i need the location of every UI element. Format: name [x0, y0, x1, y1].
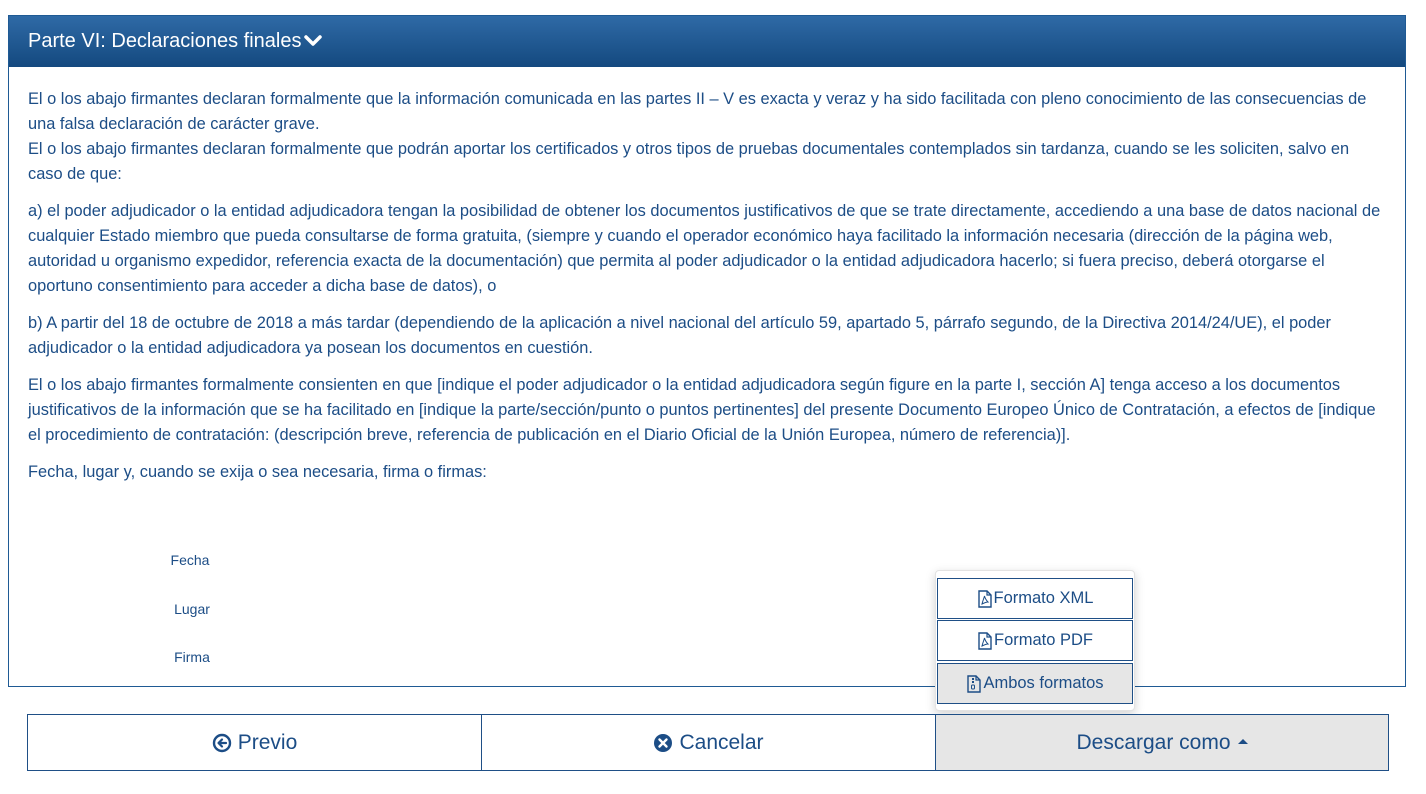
declaration-paragraph: Fecha, lugar y, cuando se exija o sea necesaria, firma o firmas: [28, 463, 487, 481]
download-format-menu [935, 570, 1135, 711]
caret-up-icon [1238, 739, 1248, 744]
menu-item-both[interactable] [937, 663, 1133, 704]
declaration-paragraph: El o los abajo firmantes formalmente consienten en que [indique el poder adjudicador o la entidad adjudicadora según figure en la parte I, sección A] tenga acceso a los documentos justificativos de la información que se ha facilitado en [indique la parte/sección/punto o puntos pertinentes] del presente Documento Europeo Único de Contratación, a efectos de [indique el procedimiento de contratación: (descripción breve, referencia de publicación en el Diario Oficial de la Unión Europea, número de referencia)]. [28, 376, 1376, 444]
download-as-button[interactable] [935, 714, 1389, 771]
download-button-label: Descargar como [1076, 730, 1231, 754]
times-circle-icon [653, 733, 673, 753]
file-archive-icon [966, 675, 982, 693]
menu-item-label: Ambos formatos [983, 674, 1104, 692]
menu-item-xml[interactable] [937, 578, 1133, 619]
declaration-paragraph: a) el poder adjudicador o la entidad adjudicadora tengan la posibilidad de obtener los documentos justificativos de que se trate directamente, accediendo a una base de datos nacional de cualquier Estado miembro que pueda consultarse de forma gratuita, (siempre y cuando el operador económico haya facilitado la información necesaria (dirección de la página web, autoridad u organismo expedidor, referencia exacta de la documentación) que permita al poder adjudicador o la entidad adjudicadora hacerlo; si fuera preciso, deberá otorgarse el oportuno consentimiento para acceder a dicha base de datos), o [28, 202, 1381, 295]
panel-title: Parte VI: Declaraciones finales [28, 30, 302, 52]
panel-header[interactable] [9, 16, 1405, 67]
menu-item-pdf[interactable] [937, 620, 1133, 661]
menu-item-label: Formato XML [993, 589, 1094, 607]
previous-button-label: Previo [237, 730, 298, 754]
menu-item-label: Formato PDF [993, 631, 1094, 649]
final-declarations-panel [8, 15, 1406, 687]
place-label: Lugar [174, 601, 210, 617]
declaration-paragraph: El o los abajo firmantes declaran formalmente que podrán aportar los certificados y otros tipos de pruebas documentales contemplados sin tardanza, cuando se les soliciten, salvo en caso de que: [28, 140, 1350, 183]
panel-body [9, 67, 1405, 485]
cancel-button[interactable] [481, 714, 936, 771]
signature-label: Firma [174, 649, 210, 665]
declaration-paragraph: b) A partir del 18 de octubre de 2018 a más tardar (dependiendo de la aplicación a nivel nacional del artículo 59, apartado 5, párrafo segundo, de la Directiva 2014/24/UE), el poder adjudicador o la entidad adjudicadora ya posean los documentos en cuestión. [28, 314, 1331, 357]
navigation-button-bar [27, 714, 1389, 771]
previous-button[interactable] [27, 714, 482, 771]
date-label: Fecha [170, 552, 210, 568]
file-pdf-icon [977, 590, 993, 608]
cancel-button-label: Cancelar [679, 730, 764, 754]
arrow-circle-left-icon [212, 733, 232, 753]
file-pdf-icon [977, 632, 993, 650]
declaration-paragraph: El o los abajo firmantes declaran formalmente que la información comunicada en las partes II – V es exacta y veraz y ha sido facilitada con pleno conocimiento de las consecuencias de una falsa declaración de carácter grave. [28, 90, 1367, 133]
chevron-down-icon[interactable] [304, 31, 322, 45]
